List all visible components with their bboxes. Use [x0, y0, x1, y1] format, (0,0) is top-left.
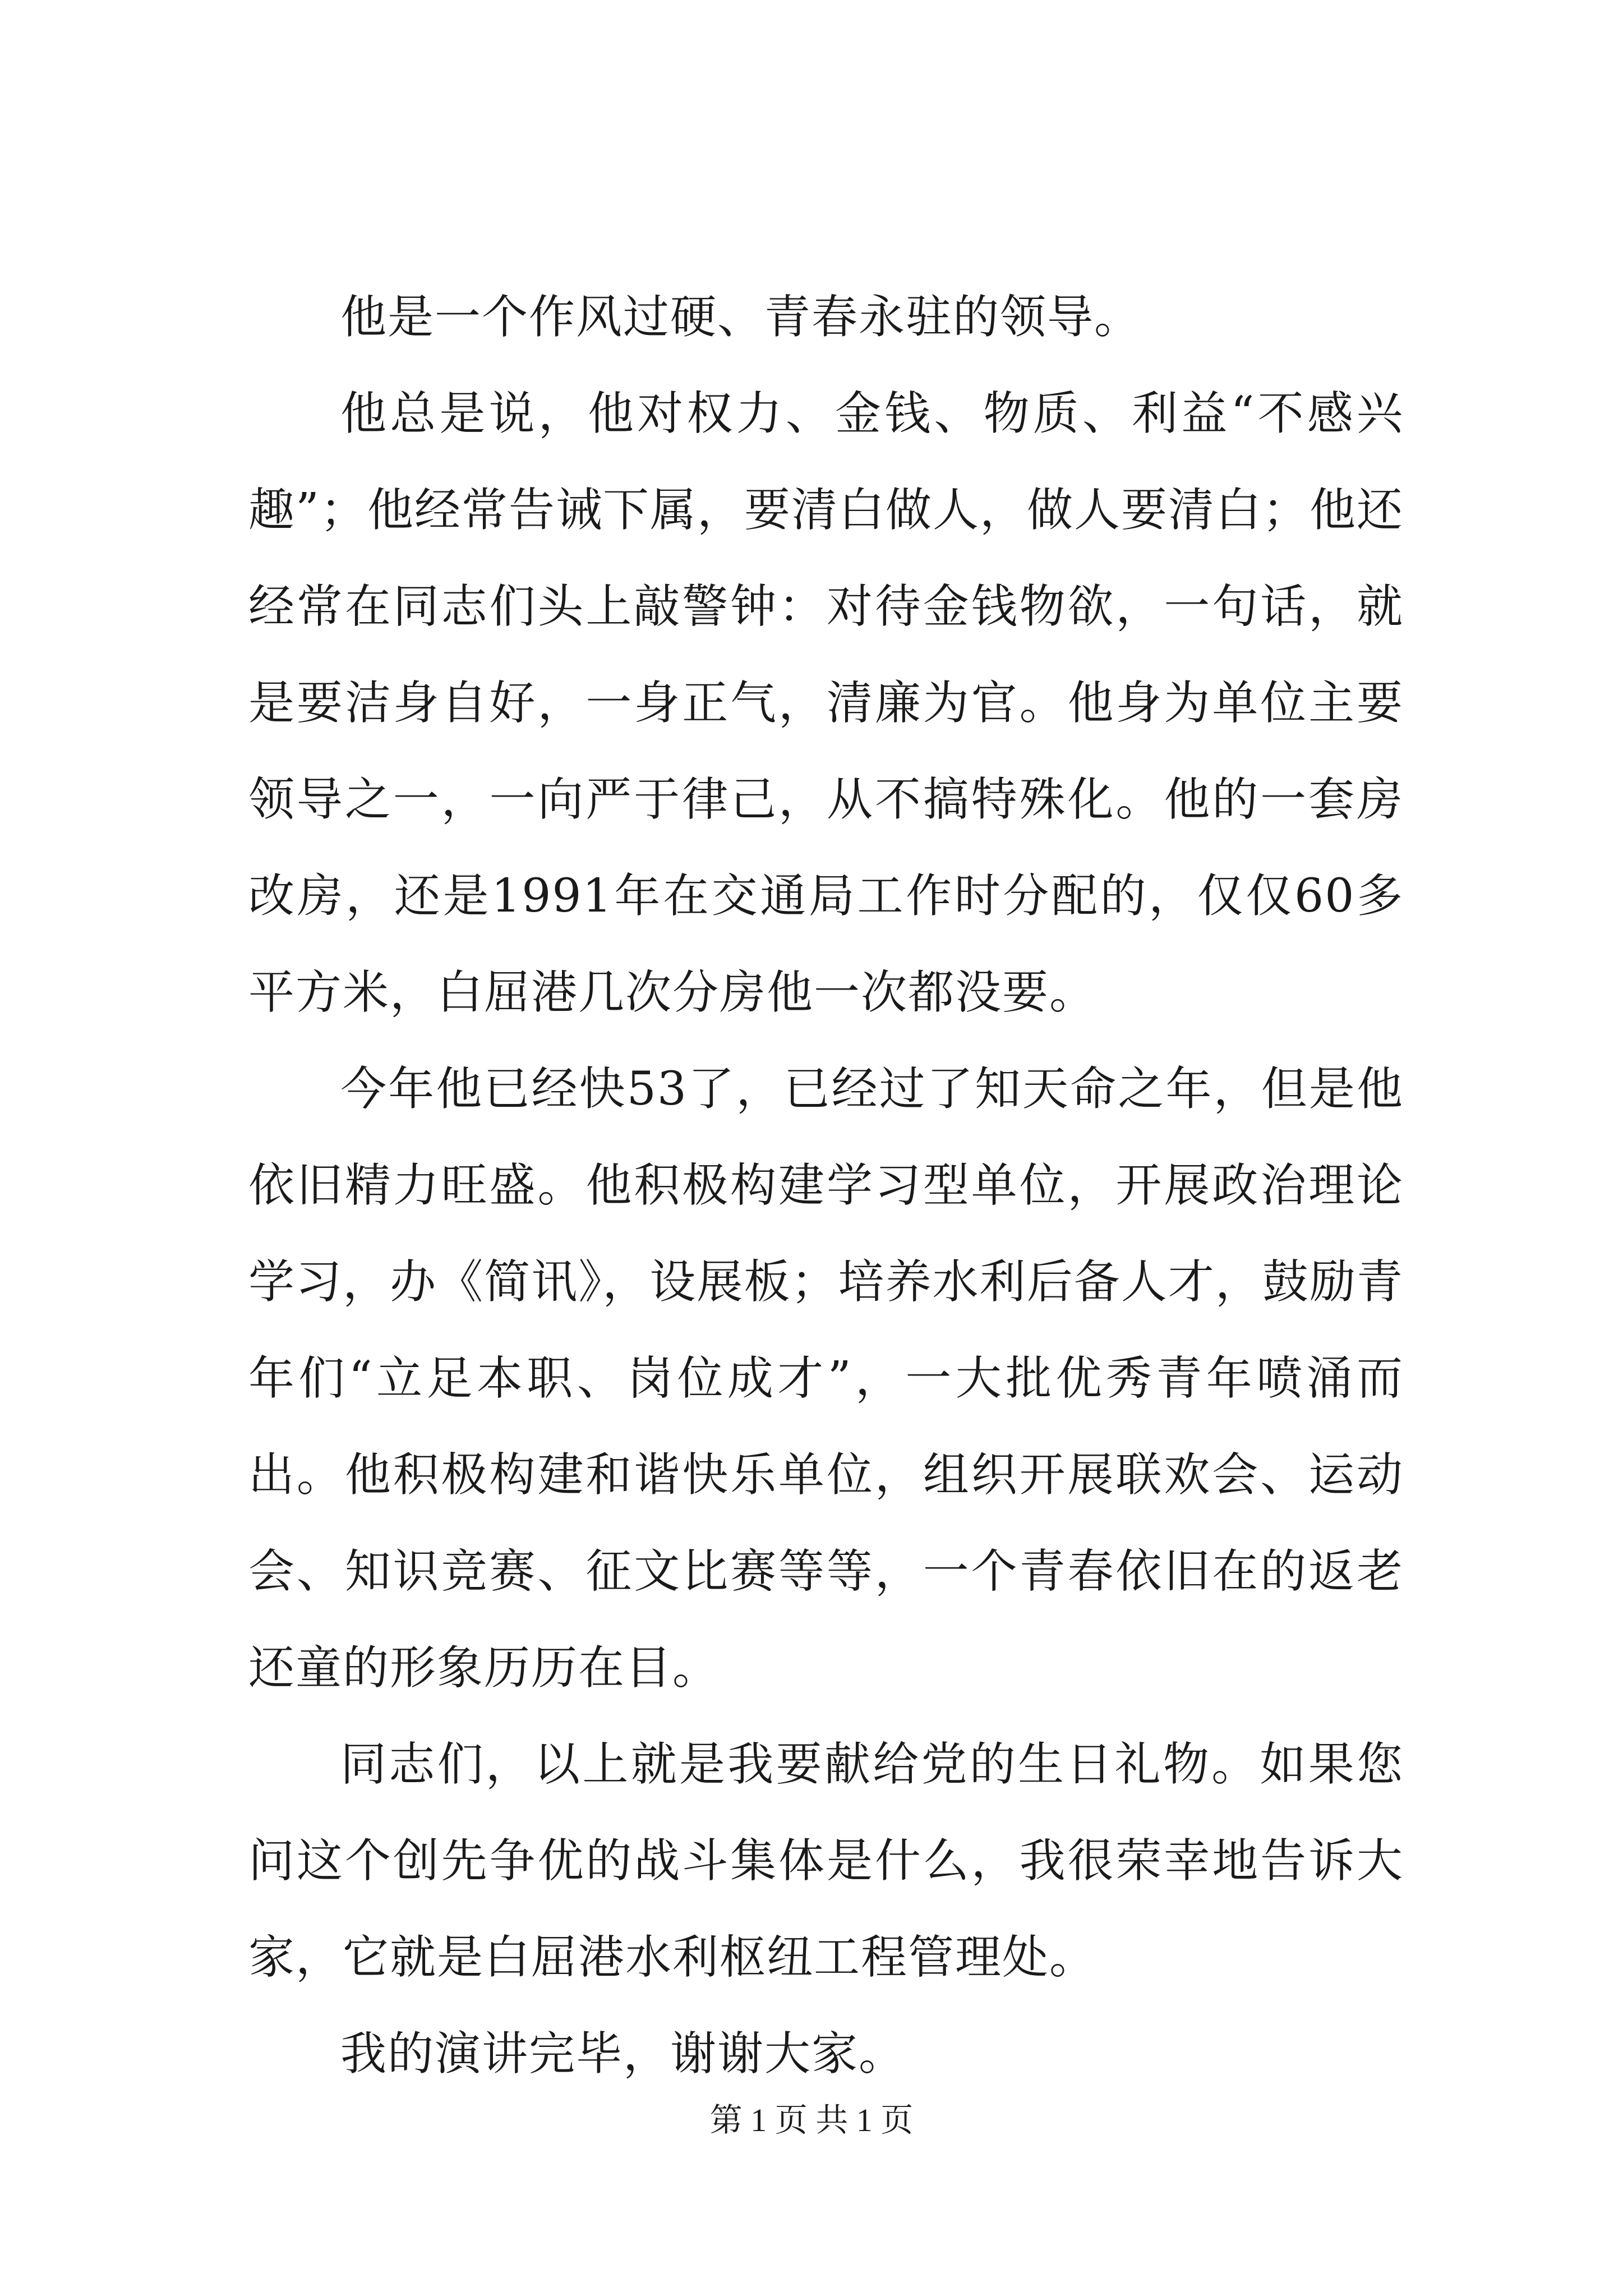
page-footer [0, 2098, 1623, 2143]
paragraph-3: 今年他已经快53了，已经过了知天命之年，但是他依旧精力旺盛。他积极构建学习型单位，开展政治理论学习，办《简讯》，设展板；培养水利后备人才，鼓励青年们“立足本职、岗位成才”，一大批优秀青年喷涌而出。他积极构建和谐快乐单位，组织开展联欢会、运动会、知识竞赛、征文比赛等等，一个青春依旧在的返老还童的形象历历在目。 [248, 1062, 1404, 1695]
paragraph-5: 我的演讲完毕，谢谢大家。 [340, 2027, 906, 2081]
paragraph-1: 他是一个作风过硬、青春永驻的领导。 [340, 291, 1142, 344]
page-number-label: 第 1 页 共 1 页 [709, 2102, 914, 2138]
paragraph-2: 他总是说，他对权力、金钱、物质、利益“不感兴趣”；他经常告诫下属，要清白做人，做人要清白；他还经常在同志们头上敲警钟：对待金钱物欲，一句话，就是要洁身自好，一身正气，清廉为官。他身为单位主要领导之一，一向严于律己，从不搞特殊化。他的一套房改房，还是1991年在交通局工作时分配的，仅仅60多平方米，白屈港几次分房他一次都没要。 [248, 387, 1404, 1019]
paragraph-4: 同志们，以上就是我要献给党的生日礼物。如果您问这个创先争优的战斗集体是什么，我很荣幸地告诉大家，它就是白屈港水利枢纽工程管理处。 [248, 1738, 1404, 1984]
document-body [248, 269, 1404, 2102]
